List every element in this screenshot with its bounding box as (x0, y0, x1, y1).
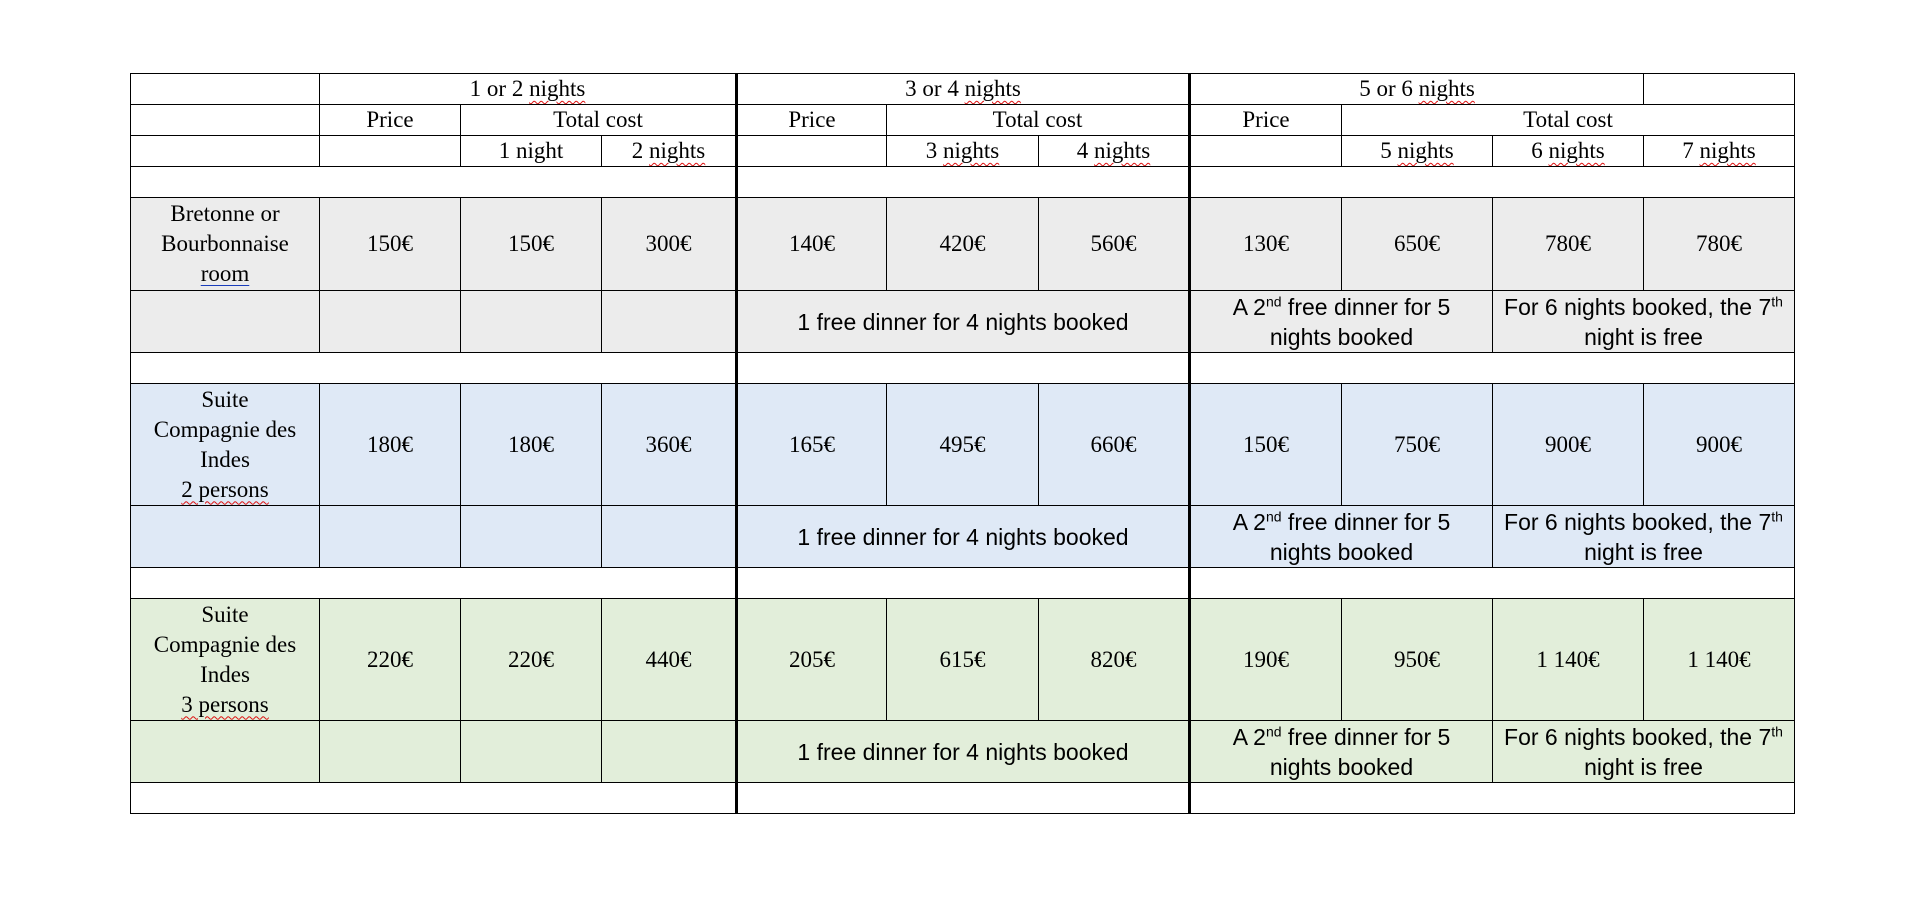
offer-four-nights: 1 free dinner for 4 nights booked (737, 506, 1190, 568)
price-cell: 780€ (1493, 198, 1644, 291)
price-cell: 150€ (1190, 384, 1342, 506)
spacer-row (131, 783, 1795, 814)
room-row-bretonne (131, 198, 1795, 291)
price-cell: 300€ (602, 198, 737, 291)
room-name: Bretonne or Bourbonnaise room (131, 198, 320, 291)
price-cell: 650€ (1342, 198, 1493, 291)
price-cell: 440€ (602, 599, 737, 721)
offer-row-bretonne (131, 291, 1795, 353)
price-cell: 1 140€ (1644, 599, 1795, 721)
room-row-suite-2-persons (131, 384, 1795, 506)
nights-7-header: 7 nights (1644, 136, 1795, 167)
empty-cell (737, 136, 887, 167)
total-cost-header: Total cost (1342, 105, 1795, 136)
pricing-table (130, 73, 1795, 814)
nights-3-header: 3 nights (887, 136, 1039, 167)
price-cell: 660€ (1039, 384, 1190, 506)
price-cell: 220€ (461, 599, 602, 721)
offer-four-nights: 1 free dinner for 4 nights booked (737, 291, 1190, 353)
pricing-table-wrapper (130, 73, 1795, 814)
empty-header-cell (1644, 74, 1795, 105)
nights-4-header: 4 nights (1039, 136, 1190, 167)
total-cost-header: Total cost (887, 105, 1190, 136)
price-header: Price (737, 105, 887, 136)
group-header-3-4-nights: 3 or 4 nights (737, 74, 1190, 105)
spacer-row (131, 568, 1795, 599)
total-cost-header: Total cost (461, 105, 737, 136)
price-cell: 140€ (737, 198, 887, 291)
price-cell: 900€ (1644, 384, 1795, 506)
price-cell: 150€ (461, 198, 602, 291)
corner-cell (131, 74, 320, 105)
offer-row-suite-3-persons (131, 721, 1795, 783)
room-name: Suite Compagnie des Indes 2 persons (131, 384, 320, 506)
price-cell: 205€ (737, 599, 887, 721)
spacer-row (131, 353, 1795, 384)
price-cell: 420€ (887, 198, 1039, 291)
offer-second-dinner: A 2nd free dinner for 5 nights booked (1190, 506, 1493, 568)
price-cell: 130€ (1190, 198, 1342, 291)
price-cell: 165€ (737, 384, 887, 506)
price-cell: 1 140€ (1493, 599, 1644, 721)
offer-row-suite-2-persons (131, 506, 1795, 568)
nights-6-header: 6 nights (1493, 136, 1644, 167)
empty-cell (131, 136, 320, 167)
spacer-row (131, 167, 1795, 198)
price-cell: 560€ (1039, 198, 1190, 291)
price-cell: 615€ (887, 599, 1039, 721)
header-row-groups (131, 74, 1795, 105)
header-row-labels (131, 105, 1795, 136)
price-cell: 190€ (1190, 599, 1342, 721)
room-name: Suite Compagnie des Indes 3 persons (131, 599, 320, 721)
price-cell: 900€ (1493, 384, 1644, 506)
empty-cell (1190, 136, 1342, 167)
price-header: Price (320, 105, 461, 136)
price-cell: 495€ (887, 384, 1039, 506)
offer-seventh-night: For 6 nights booked, the 7th night is free (1493, 721, 1795, 783)
nights-5-header: 5 nights (1342, 136, 1493, 167)
price-header: Price (1190, 105, 1342, 136)
empty-cell (131, 105, 320, 136)
nights-2-header: 2 nights (602, 136, 737, 167)
offer-seventh-night: For 6 nights booked, the 7th night is free (1493, 506, 1795, 568)
price-cell: 360€ (602, 384, 737, 506)
offer-second-dinner: A 2nd free dinner for 5 nights booked (1190, 721, 1493, 783)
room-row-suite-3-persons (131, 599, 1795, 721)
group-header-1-2-nights: 1 or 2 nights (320, 74, 737, 105)
price-cell: 950€ (1342, 599, 1493, 721)
price-cell: 780€ (1644, 198, 1795, 291)
night-1-header: 1 night (461, 136, 602, 167)
offer-four-nights: 1 free dinner for 4 nights booked (737, 721, 1190, 783)
empty-cell (320, 136, 461, 167)
offer-second-dinner: A 2nd free dinner for 5 nights booked (1190, 291, 1493, 353)
header-row-nights (131, 136, 1795, 167)
price-cell: 820€ (1039, 599, 1190, 721)
price-cell: 750€ (1342, 384, 1493, 506)
group-header-5-6-nights: 5 or 6 nights (1190, 74, 1644, 105)
price-cell: 220€ (320, 599, 461, 721)
offer-seventh-night: For 6 nights booked, the 7th night is free (1493, 291, 1795, 353)
price-cell: 180€ (461, 384, 602, 506)
price-cell: 150€ (320, 198, 461, 291)
price-cell: 180€ (320, 384, 461, 506)
